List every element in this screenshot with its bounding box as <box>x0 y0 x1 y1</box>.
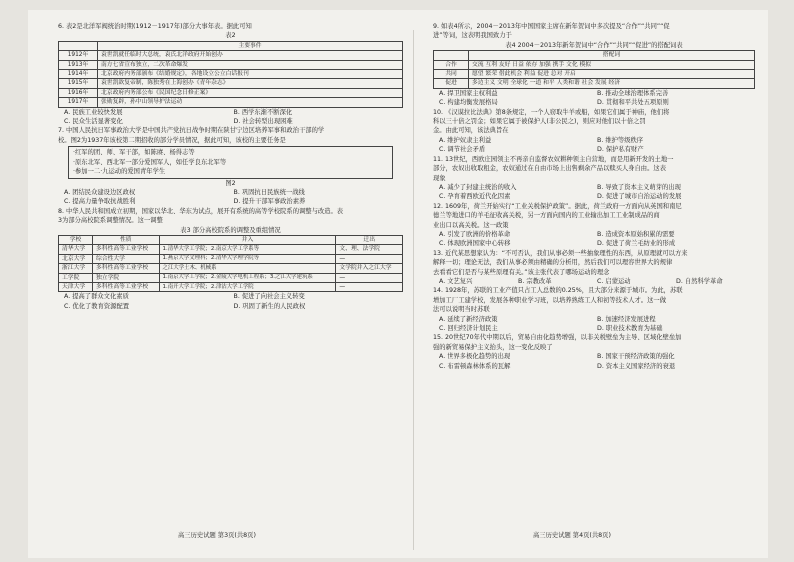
option-b[interactable]: B. 造成资本原始积累的需要 <box>597 230 675 238</box>
option-d[interactable]: D. 提升干部军事政治素养 <box>233 198 306 206</box>
exam-sheet <box>28 10 768 558</box>
table-cell: 1912年 <box>59 51 98 60</box>
table-row <box>59 282 403 291</box>
question-6-options <box>64 108 403 127</box>
table-cell: 1915年 <box>59 79 98 88</box>
question-14-line: 法可以说明当时苏联 <box>433 306 490 314</box>
option-b[interactable]: B. 国家干预经济政策的强化 <box>597 353 675 361</box>
table-cell: 愿望 繁荣 借此机会 利益 促进 总对 开启 <box>469 70 755 79</box>
option-c[interactable]: C. 孕育着西欧近代化因素 <box>439 193 511 201</box>
table-3 <box>58 235 403 292</box>
page-footer: 高三历史试题 第3页(共8页) <box>178 531 256 539</box>
table-cell: 清华大学 <box>59 245 93 254</box>
table-row <box>59 254 403 263</box>
option-d[interactable]: D. 自然科学革命 <box>676 277 723 285</box>
table-cell: 独立学院 <box>92 273 159 282</box>
table-cell: 共同 <box>434 70 469 79</box>
table-cell: 多科性高等工业学校 <box>92 282 159 291</box>
table-4-header-collocations: 搭配词 <box>469 51 755 60</box>
option-a[interactable]: A. 延续了新经济政策 <box>439 315 498 323</box>
option-d[interactable]: D. 促进了荷兰毛纺业的形成 <box>597 240 676 248</box>
table-cell: 交流 互利 友好 日益 依存 加强 携手 文化 模拟 <box>469 60 755 69</box>
table-row <box>59 60 403 69</box>
option-a[interactable]: A. 维护奴隶主利益 <box>439 136 492 144</box>
table-3-header: 迁出 <box>336 235 403 244</box>
table-3-header: 并入 <box>159 235 336 244</box>
question-7-options <box>64 188 403 207</box>
question-13-line: 13. 近代某思想家认为：“不可否认，我们从事必须一些抽象理性的东西，从原理就可以方来 <box>433 249 688 257</box>
question-8-stem-cont: 3为部分高校院系调整情况。这一调整 <box>58 217 163 225</box>
table-cell: — <box>336 282 403 291</box>
table-cell: 工学院 <box>59 273 93 282</box>
option-c[interactable]: C. 调节社会矛盾 <box>439 146 486 154</box>
option-b[interactable]: B. 导致了资本主义萌芽的出现 <box>597 183 681 191</box>
option-a[interactable]: A. 团结民众建设边区政权 <box>64 188 136 196</box>
option-c[interactable]: C. 体现欧洲国家中心转移 <box>439 240 511 248</box>
question-9-options <box>439 89 755 108</box>
option-d[interactable]: D. 资本主义国家经济的衰退 <box>597 362 676 370</box>
figure-2-box <box>68 146 393 178</box>
question-12-options <box>439 230 755 249</box>
table-2 <box>58 41 403 108</box>
question-11-line: 现象 <box>433 174 446 182</box>
option-d[interactable]: D. 职业技术教育为基础 <box>597 325 663 332</box>
option-c[interactable]: C. 回归经济计划民主 <box>439 325 498 332</box>
table-row <box>434 60 755 69</box>
table-cell: 文学院并入之江大学 <box>336 264 403 273</box>
table-row <box>59 51 403 60</box>
table-3-header: 性质 <box>92 235 159 244</box>
figure-2-line: ·参加一二·九运动的爱国青年学生 <box>73 168 166 176</box>
question-11-line: 11. 13世纪，西欧庄园领主不再亲自监督农奴耕种领主自营地，而是用新开发的土地一 <box>433 155 674 163</box>
figure-2-line: ·红军的团、师、军干部，如陈赓、杨得志等 <box>73 149 195 157</box>
table-cell: 文、理、法学院 <box>336 245 403 254</box>
table-row <box>434 70 755 79</box>
table-cell: 1.南开大学工学院；2.津沽大学工学院 <box>159 282 336 291</box>
option-c[interactable]: C. 优化了教育资源配置 <box>64 302 130 310</box>
table-row <box>59 245 403 254</box>
table-cell: 之江大学土木、机械系 <box>159 264 336 273</box>
table-row <box>59 70 403 79</box>
table-4-header-word <box>434 51 469 60</box>
table-2-header-events: 主要事件 <box>98 41 403 50</box>
page-4 <box>433 22 755 540</box>
question-15-line: 15. 20世纪70年代中期以后，贸易自由化趋势增强，以非关税壁垒为主导、区域化壁垒加 <box>433 334 682 342</box>
question-13-line: 解释一切；理论无法，我们从事必须由精确的分析用，然后我们可以理容世界大的规律 <box>433 259 673 267</box>
question-14-options <box>439 315 755 334</box>
question-8-options <box>64 292 403 311</box>
option-a[interactable]: A. 捍卫国家主权利益 <box>439 89 498 97</box>
question-12-line: 德兰等地进口的羊毛征收高关税，另一方面向国内的工业输出加工工业制成品的商 <box>433 212 660 220</box>
question-10-line: 10. 《汉谟拉比法典》第8条规定，一个人窃取牛羊或船，如果它们属于神庙，他们将 <box>433 108 670 116</box>
question-9-stem: 9. 如表4所示，2004－2013年中国国家主席在新年贺词中多次提及“合作”“共同”“促 <box>433 23 670 30</box>
table-cell: 促进 <box>434 79 469 88</box>
option-c[interactable]: C. 布雷顿森林体系的瓦解 <box>439 362 511 370</box>
table-cell: 1914年 <box>59 70 98 79</box>
question-7-stem-cont: 校。图2为1937年该校第二期招收的部分学员情况，据此可知，该校的主要任务是 <box>58 136 286 144</box>
option-b[interactable]: B. 巩固抗日民族统一战线 <box>233 188 305 196</box>
question-15-options <box>439 352 755 371</box>
table-row <box>59 264 403 273</box>
table-cell: 1913年 <box>59 60 98 69</box>
table-cell: 天津大学 <box>59 282 93 291</box>
option-b[interactable]: B. 促进了向社会主义转变 <box>233 293 305 301</box>
option-b[interactable]: B. 推动全球治理体系完善 <box>597 89 669 97</box>
option-c[interactable]: C. 提高力量争取抗战胜利 <box>64 198 136 206</box>
option-a[interactable]: A. 文艺复兴 <box>439 277 473 285</box>
question-10-options <box>439 136 755 155</box>
table-cell: 合作 <box>434 60 469 69</box>
table-cell: 袁世凯欲复帝制，陈独秀在上海创办《青年杂志》 <box>98 79 403 88</box>
page-3 <box>58 22 403 540</box>
table-cell: 浙江大学 <box>59 264 93 273</box>
table-cell: 袁世凯就任临时大总统，袁氏北洋政府开始创办 <box>98 51 403 60</box>
question-13-line: 去看看它们是否与某些原理有关。”该主张代表了哪场运动的理念 <box>433 268 610 276</box>
option-d[interactable]: D. 保护私有财产 <box>597 146 644 154</box>
table-cell: 多边主义 文明 全球化 一道 和平 人类和谐 社会 发展 经济 <box>469 79 755 88</box>
figure-2-title: 图2 <box>225 179 236 187</box>
table-row <box>59 273 403 282</box>
table-4-title: 表4 2004－2013年新年贺词中“合作”“共同”“促进”的搭配词表 <box>505 41 683 49</box>
table-cell: 1917年 <box>59 98 98 107</box>
question-11-options <box>439 183 755 202</box>
question-11-line: 部分，农奴出收取租金，农奴通过在自由市场上出售剩余产品以赎买人身自由。这表 <box>433 165 666 173</box>
option-d[interactable]: D. 促进了城市自治运动的发展 <box>597 193 682 201</box>
table-4 <box>433 50 755 89</box>
table-cell: 北京政府内务部公布《民国纪念日修正案》 <box>98 88 403 97</box>
table-cell: 1.南京大学工学院；2.金陵大学电机工程系；3.之江大学建筑系 <box>159 273 336 282</box>
table-cell: — <box>336 254 403 263</box>
option-d[interactable]: D. 贯彻和平共处五项原则 <box>597 99 669 107</box>
table-row <box>434 79 755 88</box>
table-cell: 北京大学 <box>59 254 93 263</box>
option-a[interactable]: A. 减少了封建主统治的收入 <box>439 183 517 191</box>
question-12-line: 12. 1609年，荷兰开始实行“工业关税保护政策”。据此，荷兰政府一方面向从英国和南尼 <box>433 202 682 210</box>
table-cell: 多科性高等工业学校 <box>92 264 159 273</box>
option-a[interactable]: A. 引发了欧洲的价格革命 <box>439 230 511 238</box>
question-14-line: 14. 1928年，苏联的工业产值只占工人总数的0.25%，且大部分来源于城市。为此，苏联 <box>433 287 683 295</box>
table-cell: 1916年 <box>59 88 98 97</box>
option-d[interactable]: D. 社会转型出现困难 <box>233 118 293 126</box>
option-b[interactable]: B. 维护等级秩序 <box>597 136 644 144</box>
question-13-options <box>439 277 755 286</box>
option-a[interactable]: A. 世界多极化趋势的出现 <box>439 353 511 361</box>
table-cell: 综合性大学 <box>92 254 159 263</box>
option-c[interactable]: C. 构建均衡发展格局 <box>439 99 498 107</box>
table-cell: 张勋复辟，孙中山领导护法运动 <box>98 98 403 107</box>
table-cell: 多科性高等工业学校 <box>92 245 159 254</box>
option-b[interactable]: B. 西学东渐不断深化 <box>233 108 293 116</box>
table-cell: 北京政府内务部颁布《结婚规定》，各地设立公立白话报刊 <box>98 70 403 79</box>
table-row <box>59 98 403 107</box>
figure-2-line: ·原东北军、西北军一部分爱国军人，如任学良东北军等 <box>73 158 227 166</box>
table-2-title: 表2 <box>225 32 236 40</box>
table-3-header: 学校 <box>59 235 93 244</box>
table-row <box>59 79 403 88</box>
question-10-line: 金。由此可知，该法典旨在 <box>433 127 509 135</box>
option-a[interactable]: A. 提高了群众文化素质 <box>64 293 129 301</box>
table-2-header-year <box>59 41 98 50</box>
table-cell: 南方七省宣布独立，二次革命爆发 <box>98 60 403 69</box>
option-b[interactable]: B. 宗教改革 <box>518 277 552 285</box>
question-9-stem-cont: 进”等词，这表明我国致力于 <box>433 32 512 40</box>
table-3-title: 表3 部分高校院系的调整及重组情况 <box>180 226 281 234</box>
option-d[interactable]: D. 巩固了新生的人民政权 <box>233 302 306 310</box>
page-divider <box>413 30 414 550</box>
option-c[interactable]: C. 民众生活显著变化 <box>64 118 123 126</box>
table-cell: — <box>336 273 403 282</box>
option-b[interactable]: B. 加速经济发展进程 <box>597 315 656 323</box>
question-7-stem: 7. 中国人民抗日军事政治大学是中国共产党抗日战争时期在陕甘宁边区培养军事和政治干部的学 <box>58 127 325 135</box>
table-cell: 1.清华大学工学院；2.南京大学工学系等 <box>159 245 336 254</box>
question-14-line: 增加工厂工建学校，发展各种职业学习班，以培养熟练工人和初等技术人才。这一做 <box>433 296 666 304</box>
option-c[interactable]: C. 启蒙运动 <box>597 277 631 285</box>
table-row <box>59 88 403 97</box>
question-10-line: 科以三十倍之罚金；如果它属于被保护人(非公民之)，则应对他们以十倍之罚 <box>433 118 646 126</box>
question-12-line: 业出口以高关税。这一政策 <box>433 221 509 229</box>
question-15-line: 强的新贸易保护主义抬头，这一变化反映了 <box>433 343 553 351</box>
table-cell: 1.燕京大学文理科；2.清华大学理学院等 <box>159 254 336 263</box>
option-a[interactable]: A. 民族工业较快发展 <box>64 108 123 116</box>
page-footer: 高三历史试题 第4页(共8页) <box>533 531 611 539</box>
question-8-stem: 8. 中华人民共和国成立初期，国家以华北、华东为试点，展开有系统的高等学校院系的调整与改造。表 <box>58 207 344 215</box>
question-6-stem: 6. 表2是北洋军阀统治时期(1912－1917年)部分大事年表。据此可知 <box>58 23 252 30</box>
